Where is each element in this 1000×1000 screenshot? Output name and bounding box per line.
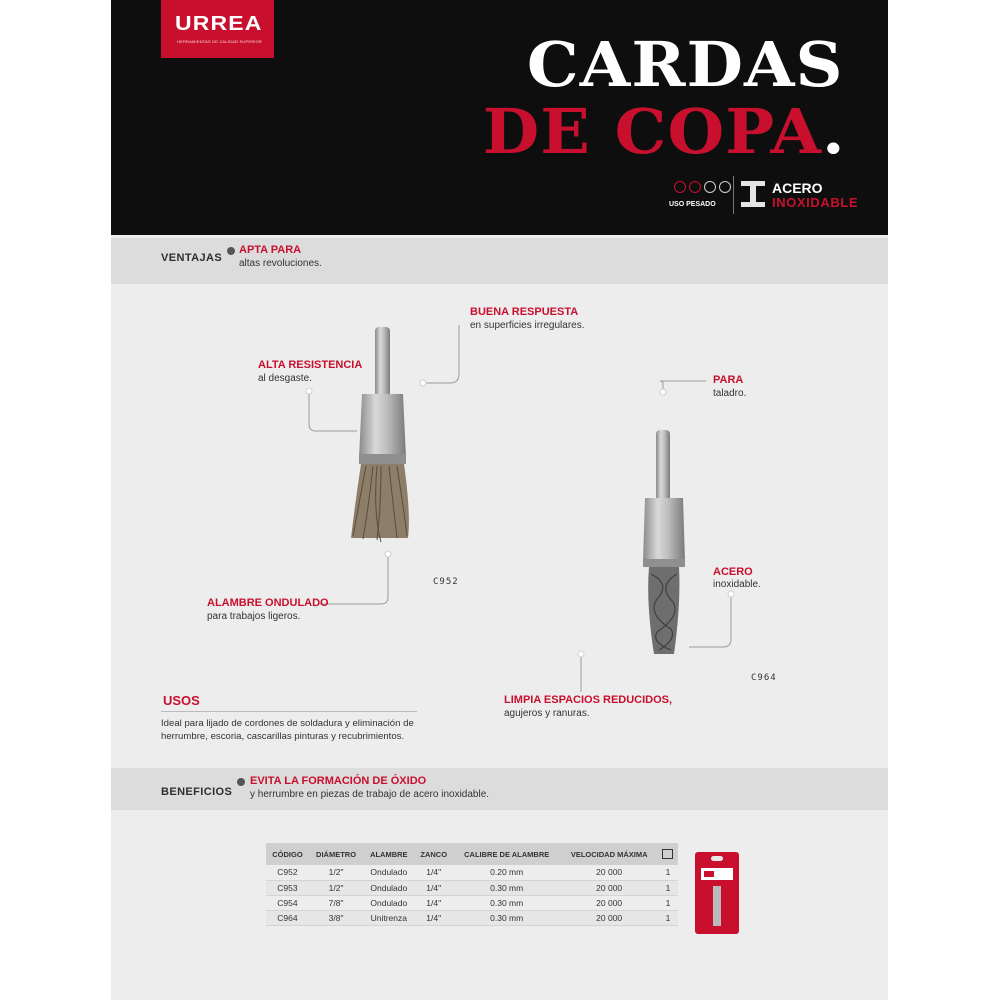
- ventajas-band: [111, 238, 888, 284]
- title-line-2: [483, 95, 846, 168]
- material-line-1: ACERO: [772, 180, 823, 196]
- usos-divider: [161, 711, 417, 712]
- spec-table-header-row: [266, 843, 678, 865]
- cell-velocidad: 20 000: [560, 895, 657, 910]
- usage-gauge-icon: [689, 181, 701, 193]
- feature-alambre-title: ALAMBRE ONDULADO: [207, 597, 329, 609]
- title-line-1: CARDAS: [527, 28, 844, 101]
- title-dot: .: [822, 95, 846, 168]
- package-brush: [713, 886, 721, 926]
- cell-codigo: C953: [266, 880, 309, 895]
- cell-codigo: C954: [266, 895, 309, 910]
- product-code-left: C952: [433, 577, 459, 587]
- beneficios-label: BENEFICIOS: [161, 786, 233, 798]
- table-row: [266, 910, 678, 925]
- header-divider: [733, 176, 734, 214]
- cell-calibre: 0.30 mm: [453, 910, 560, 925]
- box-icon: [662, 849, 673, 859]
- cell-codigo: C964: [266, 910, 309, 925]
- cell-calibre: 0.30 mm: [453, 895, 560, 910]
- feature-alta-title: ALTA RESISTENCIA: [258, 359, 363, 371]
- feature-acero-title: ACERO: [713, 566, 753, 578]
- cell-pack: 1: [658, 880, 678, 895]
- usos-text: Ideal para lijado de cordones de soldadura y eliminación de herrumbre, escoria, cascarillas pinturas y recubrimientos.: [161, 718, 414, 742]
- bullet-icon: [227, 247, 235, 255]
- package-label: [701, 868, 733, 880]
- feature-buena-title: BUENA RESPUESTA: [470, 306, 579, 318]
- feature-alta-text: al desgaste.: [258, 373, 312, 384]
- table-row: [266, 865, 678, 880]
- cell-diametro: 1/2": [309, 865, 363, 880]
- logo-tagline: HERRAMIENTAS DE CALIDAD SUPERIOR: [177, 39, 263, 44]
- ventajas-label: VENTAJAS: [161, 252, 223, 264]
- beneficios-text: y herrumbre en piezas de trabajo de acero inoxidable.: [250, 789, 490, 800]
- title-line-2-text: DE COPA: [482, 95, 823, 168]
- blister-package-image: [695, 852, 739, 934]
- cell-velocidad: 20 000: [560, 910, 657, 925]
- cell-alambre: Unitrenza: [363, 910, 414, 925]
- cell-pack: 1: [658, 865, 678, 880]
- cell-zanco: 1/4": [414, 910, 453, 925]
- usage-gauge-icon: [719, 181, 731, 193]
- feature-para-text: taladro.: [713, 388, 747, 399]
- beneficios-band: [111, 768, 888, 810]
- usage-gauge-icon: [704, 181, 716, 193]
- product-illustrations: [111, 284, 888, 768]
- cell-pack: 1: [658, 895, 678, 910]
- cell-velocidad: 20 000: [560, 880, 657, 895]
- col-header-diametro: DIÁMETRO: [309, 843, 363, 865]
- end-brush-c964-image: [643, 430, 685, 654]
- cell-diametro: 3/8": [309, 910, 363, 925]
- cell-alambre: Ondulado: [363, 895, 414, 910]
- usage-level-icons: [674, 181, 731, 193]
- cell-velocidad: 20 000: [560, 865, 657, 880]
- spec-table: [266, 843, 678, 926]
- cell-zanco: 1/4": [414, 880, 453, 895]
- table-row: [266, 895, 678, 910]
- cell-alambre: Ondulado: [363, 865, 414, 880]
- cell-diametro: 7/8": [309, 895, 363, 910]
- ventajas-text: altas revoluciones.: [239, 258, 322, 269]
- usos-title: USOS: [163, 693, 200, 708]
- usage-label: USO PESADO: [669, 201, 716, 208]
- steel-beam-icon: [741, 181, 765, 207]
- feature-acero-text: inoxidable.: [713, 579, 761, 590]
- package-hanger: [711, 856, 723, 861]
- bullet-icon: [237, 778, 245, 786]
- col-header-zanco: ZANCO: [414, 843, 453, 865]
- usage-gauge-icon: [674, 181, 686, 193]
- catalog-page: [111, 0, 888, 1000]
- urrea-logo: [161, 0, 274, 58]
- col-header-codigo: CÓDIGO: [266, 843, 309, 865]
- header: [111, 0, 888, 235]
- cell-diametro: 1/2": [309, 880, 363, 895]
- cell-calibre: 0.20 mm: [453, 865, 560, 880]
- col-header-calibre: CALIBRE DE ALAMBRE: [453, 843, 560, 865]
- beneficios-title: EVITA LA FORMACIÓN DE ÓXIDO: [250, 775, 427, 787]
- feature-para-title: PARA: [713, 374, 744, 386]
- cell-alambre: Ondulado: [363, 880, 414, 895]
- material-line-2: INOXIDABLE: [772, 195, 859, 210]
- ventajas-title: APTA PARA: [239, 244, 302, 256]
- logo-wordmark: URREA: [175, 13, 263, 35]
- feature-buena-text: en superficies irregulares.: [470, 320, 585, 331]
- feature-alambre-text: para trabajos ligeros.: [207, 611, 301, 622]
- feature-limpia-text: agujeros y ranuras.: [504, 708, 590, 719]
- cell-codigo: C952: [266, 865, 309, 880]
- col-header-pack: [658, 843, 678, 865]
- col-header-velocidad: VELOCIDAD MÁXIMA: [560, 843, 657, 865]
- cell-zanco: 1/4": [414, 895, 453, 910]
- product-code-right: C964: [751, 673, 777, 683]
- cell-pack: 1: [658, 910, 678, 925]
- cell-calibre: 0.30 mm: [453, 880, 560, 895]
- feature-limpia-title: LIMPIA ESPACIOS REDUCIDOS,: [504, 694, 673, 706]
- col-header-alambre: ALAMBRE: [363, 843, 414, 865]
- cell-zanco: 1/4": [414, 865, 453, 880]
- table-row: [266, 880, 678, 895]
